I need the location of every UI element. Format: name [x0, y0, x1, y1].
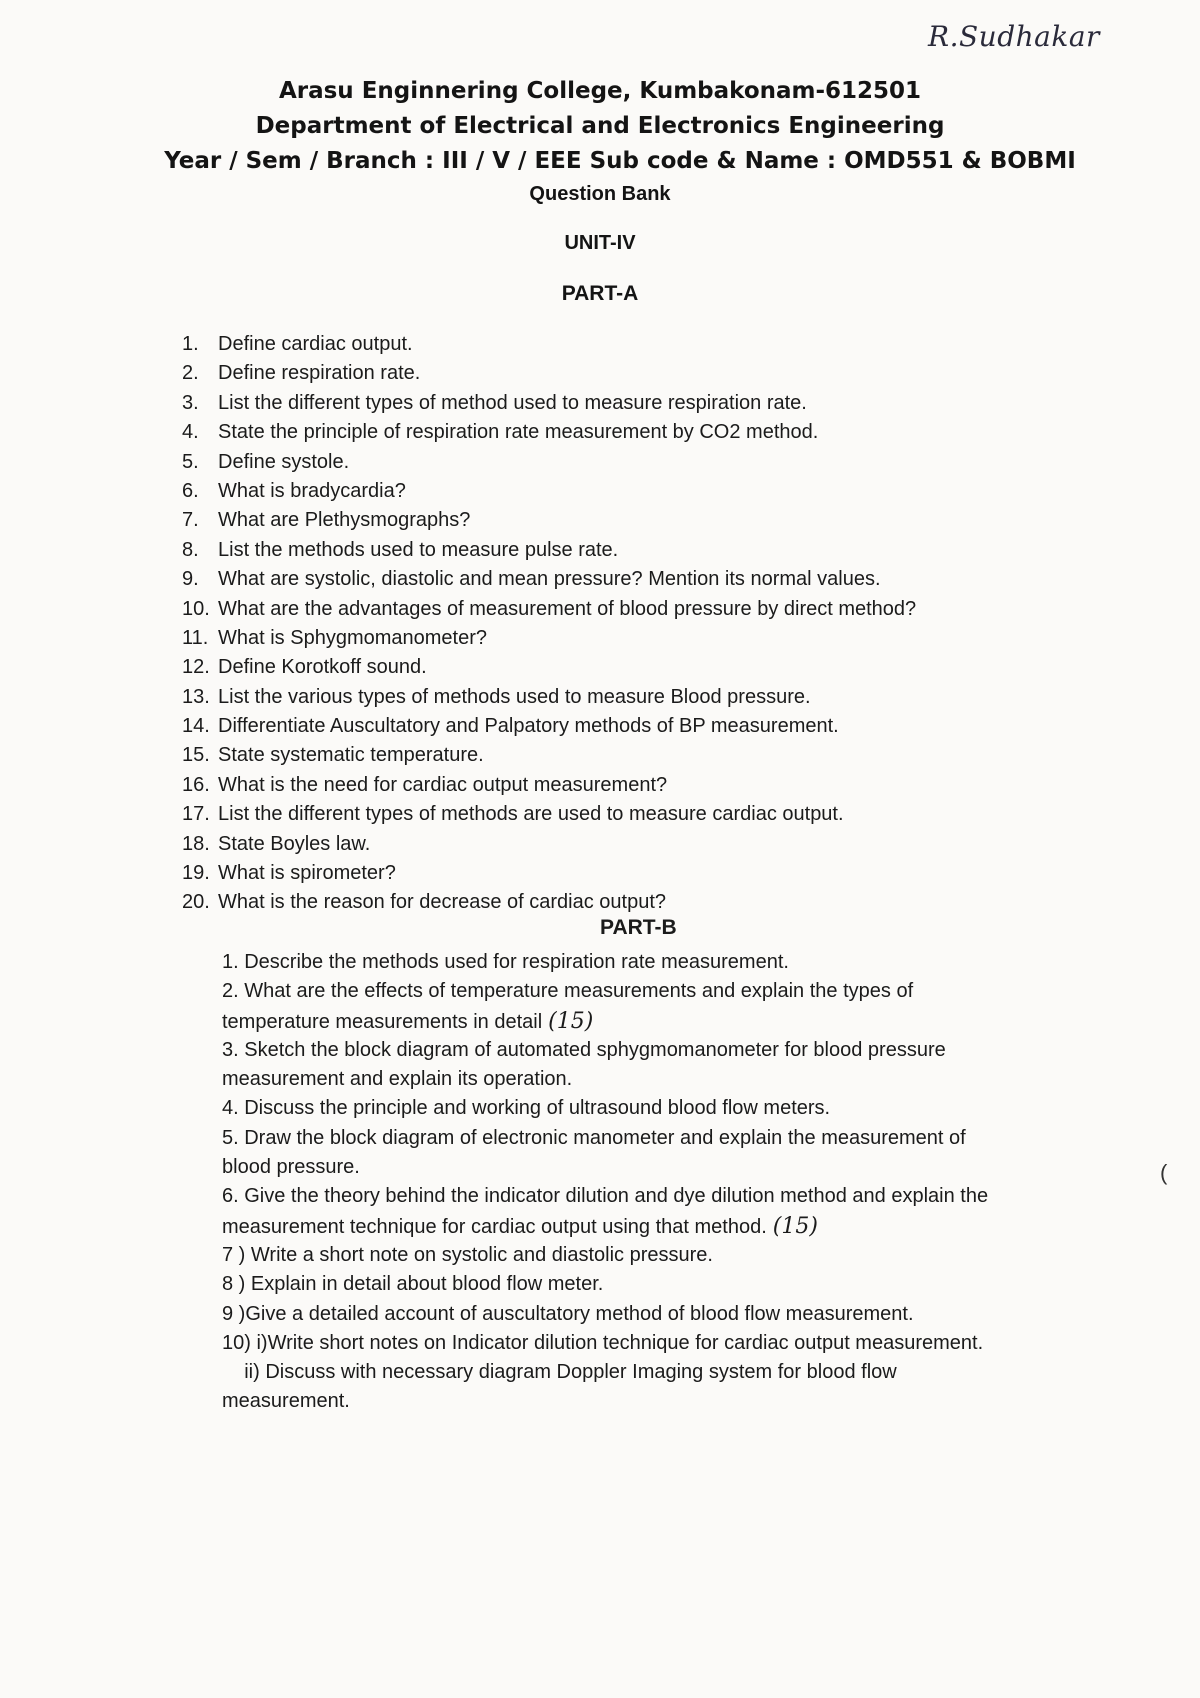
question-number: 5. [182, 450, 199, 473]
part-a-question [182, 683, 916, 712]
part-b-question-line [222, 1270, 1122, 1299]
part-a-question [182, 653, 916, 682]
question-text: State the principle of respiration rate measurement by CO2 method. [218, 421, 819, 444]
part-a-question [182, 359, 916, 388]
question-number: 3. [182, 391, 199, 414]
question-number: 19. [182, 862, 210, 885]
question-number: 9. [182, 568, 199, 591]
department-name: Department of Electrical and Electronics Engineering [255, 113, 945, 139]
question-text: 7 ) Write a short note on systolic and diastolic pressure. [222, 1243, 713, 1266]
question-text: Differentiate Auscultatory and Palpatory methods of BP measurement. [218, 715, 839, 738]
part-b-question-line [222, 1065, 1122, 1094]
part-a-question [182, 389, 916, 418]
question-number: 16. [182, 773, 210, 796]
part-b-question-line [222, 977, 1122, 1006]
handwritten-signature: R.Sudhakar [928, 20, 1100, 53]
question-text: ii) Discuss with necessary diagram Doppler Imaging system for blood flow [222, 1361, 897, 1384]
question-text: measurement and explain its operation. [222, 1068, 573, 1091]
part-a-question [182, 741, 916, 770]
question-text: List the different types of method used to measure respiration rate. [218, 391, 807, 414]
part-b-question-line [222, 1241, 1122, 1270]
part-b-question-line [222, 1124, 1122, 1153]
question-text: 4. Discuss the principle and working of ultrasound blood flow meters. [222, 1097, 831, 1120]
question-text: What are the advantages of measurement of blood pressure by direct method? [218, 597, 917, 620]
part-a-question-list [182, 330, 916, 918]
question-text: blood pressure. [222, 1156, 360, 1179]
question-text: State Boyles law. [218, 832, 371, 855]
part-a-question [182, 506, 916, 535]
part-a-question [182, 448, 916, 477]
document-type: Question Bank [529, 183, 671, 205]
question-text: What are systolic, diastolic and mean pressure? Mention its normal values. [218, 568, 881, 591]
question-text: What is the reason for decrease of cardiac output? [218, 891, 667, 914]
part-b-question-line [222, 1329, 1122, 1358]
question-text: measurement technique for cardiac output using that method. [222, 1215, 767, 1238]
course-info: Year / Sem / Branch : III / V / EEE Sub code & Name : OMD551 & BOBMI [164, 148, 1076, 174]
college-name: Arasu Enginnering College, Kumbakonam-612501 [278, 78, 922, 104]
question-number: 7. [182, 509, 199, 532]
part-b-question-line [222, 1007, 1122, 1036]
question-text: Define systole. [218, 450, 350, 473]
question-text: measurement. [222, 1390, 350, 1413]
part-a-question [182, 330, 916, 359]
question-number: 11. [182, 626, 209, 649]
question-number: 14. [182, 715, 210, 738]
part-a-question [182, 624, 916, 653]
question-number: 8. [182, 538, 199, 561]
part-a-question [182, 712, 916, 741]
part-a-question [182, 800, 916, 829]
part-b-question-line [222, 948, 1122, 977]
question-number: 18. [182, 832, 210, 855]
question-number: 20. [182, 891, 210, 914]
question-number: 17. [182, 803, 210, 826]
part-a-question [182, 859, 916, 888]
part-b-question-line [222, 1387, 1122, 1416]
question-text: Define cardiac output. [218, 333, 413, 355]
question-number: 4. [182, 421, 199, 444]
question-number: 1. [182, 333, 199, 355]
question-text: 3. Sketch the block diagram of automated sphygmomanometer for blood pressure [222, 1038, 946, 1061]
part-a-question [182, 830, 916, 859]
question-text: List the various types of methods used to measure Blood pressure. [218, 685, 811, 708]
question-number: 13. [182, 685, 210, 708]
unit-title: UNIT-IV [564, 232, 636, 254]
question-text: 8 ) Explain in detail about blood flow meter. [222, 1273, 604, 1296]
part-a-question [182, 418, 916, 447]
part-b-question-line [222, 1212, 1122, 1241]
question-text: State systematic temperature. [218, 744, 484, 767]
part-a-question [182, 477, 916, 506]
part-a-question [182, 536, 916, 565]
stray-pen-mark: ( [1160, 1160, 1168, 1185]
marks-annotation: (15) [548, 1008, 594, 1034]
question-number: 15. [182, 744, 210, 767]
question-text: 10) i)Write short notes on Indicator dilution technique for cardiac output measurement. [222, 1331, 984, 1354]
question-text: Define respiration rate. [218, 362, 421, 385]
question-text: 2. What are the effects of temperature measurements and explain the types of [222, 980, 914, 1003]
part-b-question-line [222, 1182, 1122, 1211]
question-text: What is the need for cardiac output measurement? [218, 773, 668, 796]
question-text: 6. Give the theory behind the indicator dilution and dye dilution method and explain the [222, 1185, 989, 1208]
question-number: 12. [182, 656, 210, 679]
part-b-question-line [222, 1153, 1122, 1182]
part-a-title: PART-A [561, 282, 639, 305]
part-b-title: PART-B [600, 916, 677, 939]
question-text: 1. Describe the methods used for respiration rate measurement. [222, 951, 789, 973]
question-text: List the different types of methods are used to measure cardiac output. [218, 803, 844, 826]
question-text: What is bradycardia? [218, 479, 406, 502]
part-a-question [182, 888, 916, 917]
question-text: What are Plethysmographs? [218, 509, 471, 532]
part-b-question-line [222, 1036, 1122, 1065]
question-text: 5. Draw the block diagram of electronic manometer and explain the measurement of [222, 1126, 966, 1149]
question-number: 10. [182, 597, 210, 620]
part-b-question-line [222, 1358, 1122, 1387]
part-b-question-line [222, 1300, 1122, 1329]
part-a-question [182, 595, 916, 624]
marks-annotation: (15) [772, 1213, 818, 1239]
part-a-question [182, 771, 916, 800]
question-text: temperature measurements in detail [222, 1010, 543, 1033]
question-text: 9 )Give a detailed account of auscultatory method of blood flow measurement. [222, 1302, 914, 1325]
question-text: Define Korotkoff sound. [218, 656, 427, 679]
question-text: What is spirometer? [218, 862, 396, 885]
question-number: 6. [182, 479, 199, 502]
part-a-question [182, 565, 916, 594]
question-number: 2. [182, 362, 199, 385]
part-b-question-list [222, 948, 1122, 1417]
part-b-question-line [222, 1094, 1122, 1123]
question-text: What is Sphygmomanometer? [218, 626, 488, 649]
question-text: List the methods used to measure pulse rate. [218, 538, 619, 561]
